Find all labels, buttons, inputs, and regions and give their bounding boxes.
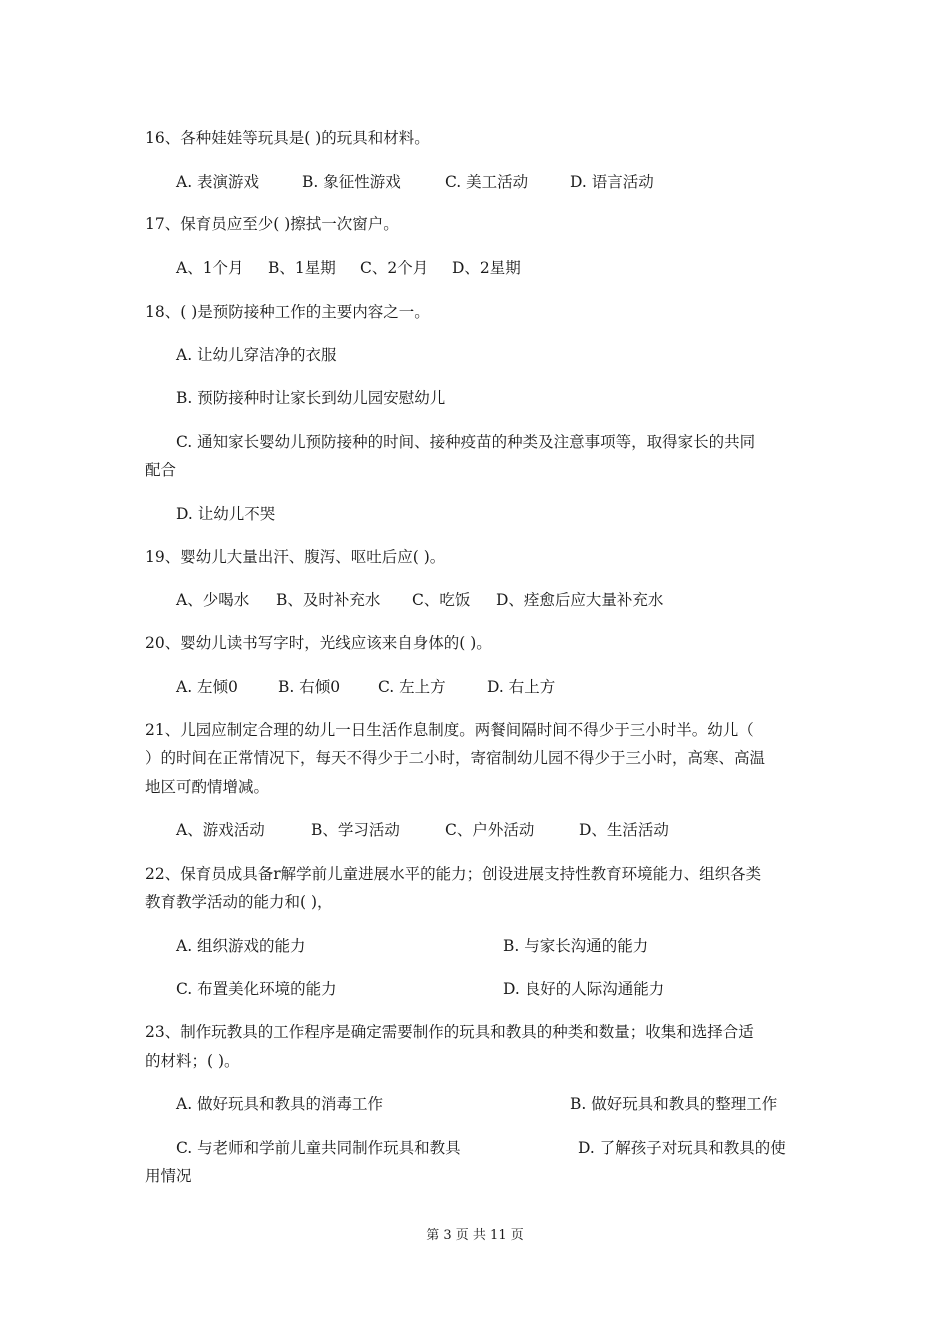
question-19-option-c: C、吃饭: [412, 591, 471, 609]
question-19-stem: 19、婴幼儿大量出汗、腹泻、呕吐后应( )。: [145, 548, 446, 566]
question-16-option-d: D. 语言活动: [570, 173, 654, 191]
question-21-option-c: C、户外活动: [445, 821, 535, 839]
question-21-option-b: B、学习活动: [311, 821, 400, 839]
question-21-stem-line-1: 21、儿园应制定合理的幼儿一日生活作息制度。两餐间隔时间不得少于三小时半。幼儿（: [145, 721, 754, 739]
question-20-option-c: C. 左上方: [378, 678, 446, 696]
question-18-option-a: A. 让幼儿穿洁净的衣服: [176, 346, 337, 364]
question-18-option-c: C. 通知家长婴幼儿预防接种的时间、接种疫苗的种类及注意事项等，取得家长的共同: [176, 433, 756, 451]
question-16-stem: 16、各种娃娃等玩具是( )的玩具和材料。: [145, 129, 430, 147]
question-21-option-d: D、生活活动: [579, 821, 669, 839]
question-20-option-a: A. 左倾0: [176, 678, 238, 696]
question-19-option-d: D、痊愈后应大量补充水: [496, 591, 664, 609]
question-23-option-b: B. 做好玩具和教具的整理工作: [570, 1095, 778, 1113]
question-22-option-a: A. 组织游戏的能力: [176, 937, 306, 955]
question-18-option-b: B. 预防接种时让家长到幼儿园安慰幼儿: [176, 389, 446, 407]
question-22-stem-line-2: 教育教学活动的能力和( )，: [145, 893, 333, 911]
page-footer: 第 3 页 共 11 页: [426, 1228, 524, 1243]
question-23-stem-line-1: 23、制作玩教具的工作程序是确定需要制作的玩具和教具的种类和数量；收集和选择合适: [145, 1023, 754, 1041]
question-18-stem: 18、( )是预防接种工作的主要内容之一。: [145, 303, 430, 321]
question-20-stem: 20、婴幼儿读书写字时，光线应该来自身体的( )。: [145, 634, 492, 652]
question-16-option-b: B. 象征性游戏: [302, 173, 401, 191]
question-17-option-c: C、2个月: [360, 259, 429, 277]
question-23-option-d: D. 了解孩子对玩具和教具的使: [578, 1139, 786, 1157]
question-17-option-a: A、1个月: [176, 259, 244, 277]
question-18-option-c-continued: 配合: [145, 461, 177, 479]
question-19-option-b: B、及时补充水: [276, 591, 381, 609]
question-22-option-c: C. 布置美化环境的能力: [176, 980, 337, 998]
question-20-option-b: B. 右倾0: [278, 678, 341, 696]
question-21-option-a: A、游戏活动: [176, 821, 265, 839]
question-17-option-d: D、2星期: [452, 259, 521, 277]
question-22-stem-line-1: 22、保育员成具备r解学前儿童进展水平的能力；创设进展支持性教育环境能力、组织各类: [145, 865, 762, 883]
question-20-option-d: D. 右上方: [487, 678, 556, 696]
question-22-option-d: D. 良好的人际沟通能力: [503, 980, 665, 998]
question-23-option-a: A. 做好玩具和教具的消毒工作: [176, 1095, 384, 1113]
question-21-stem-line-2: ）的时间在正常情况下，每天不得少于二小时，寄宿制幼儿园不得少于三小时，高寒、高温: [145, 749, 766, 767]
question-23-option-d-continued: 用情况: [145, 1167, 192, 1185]
question-19-option-a: A、少喝水: [176, 591, 250, 609]
question-23-option-c: C. 与老师和学前儿童共同制作玩具和教具: [176, 1139, 461, 1157]
question-17-option-b: B、1星期: [268, 259, 336, 277]
question-18-option-d: D. 让幼儿不哭: [176, 505, 276, 523]
question-21-stem-line-3: 地区可酌情增减。: [145, 778, 270, 796]
question-22-option-b: B. 与家长沟通的能力: [503, 937, 649, 955]
question-17-stem: 17、保育员应至少( )擦拭一次窗户。: [145, 215, 399, 233]
question-16-option-a: A. 表演游戏: [176, 173, 260, 191]
question-23-stem-line-2: 的材料；( )。: [145, 1052, 240, 1070]
question-16-option-c: C. 美工活动: [445, 173, 529, 191]
